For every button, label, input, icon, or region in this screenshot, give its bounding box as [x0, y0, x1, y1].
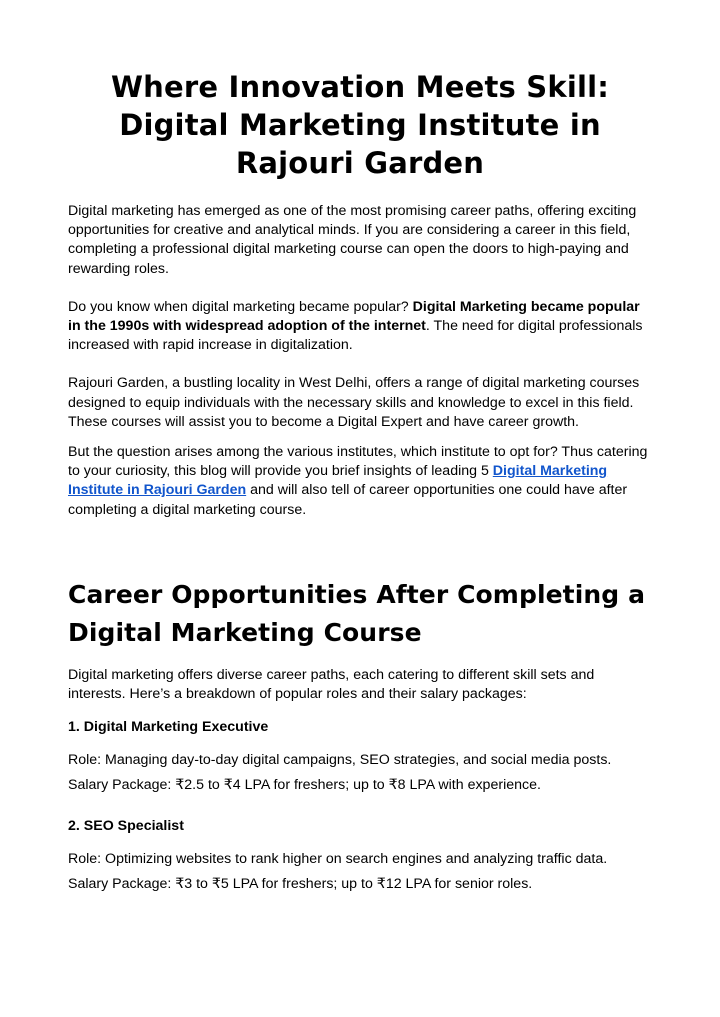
paragraph-spacer [68, 355, 652, 374]
paragraph-spacer [68, 279, 652, 298]
intro-paragraph-4-text: But the question arises among the various institutes, which institute to opt for? Thus catering to your curiosity, this blog will provide you brief insights of leading 5 [68, 444, 648, 480]
salary-package-1: Salary Package: ₹2.5 to ₹4 LPA for freshers; up to ₹8 LPA with experience. [68, 777, 541, 794]
paragraph-spacer [68, 432, 652, 443]
role-description-1: Role: Managing day-to-day digital campaigns, SEO strategies, and social media posts. [68, 752, 612, 769]
institute-link[interactable]: Digital Marketing Institute in Rajouri Garden [68, 463, 608, 499]
section-intro: Digital marketing offers diverse career paths, each catering to different skill sets and interests. Here’s a breakdown of popular roles and their salary packages: [68, 666, 595, 703]
section-heading-line-2: Digital Marketing Course [68, 617, 422, 647]
title-line-2: Digital Marketing Institute in [119, 108, 601, 142]
title-line-3: Rajouri Garden [235, 146, 485, 180]
role-heading-1: 1. Digital Marketing Executive [68, 719, 269, 736]
intro-paragraph-4 [68, 443, 652, 520]
title-line-1: Where Innovation Meets Skill: [110, 70, 610, 104]
page-title [68, 68, 652, 182]
intro-paragraph-1: Digital marketing has emerged as one of the most promising career paths, offering exciting opportunities for creative and analytical minds. If you are considering a career in this field, completing a professional digital marketing course can open the doors to high-paying and rewarding roles. [68, 203, 637, 277]
role-description-2: Role: Optimizing websites to rank higher on search engines and analyzing traffic data. [68, 851, 608, 868]
role-heading-2: 2. SEO Specialist [68, 818, 184, 835]
intro-paragraph-2-tail: . The need for digital professionals increased with rapid increase in digitalization. [68, 318, 643, 354]
section-heading-line-1: Career Opportunities After Completing a [68, 579, 646, 609]
intro-paragraph-3: Rajouri Garden, a bustling locality in West Delhi, offers a range of digital marketing courses designed to equip individuals with the necessary skills and knowledge to excel in this field. These courses will assist you to become a Digital Expert and have career growth. [68, 375, 640, 430]
intro-paragraph-2-text: Do you know when digital marketing became popular? [68, 298, 413, 315]
intro-paragraph-4-tail: and will also tell of career opportunities one could have after completing a digital marketing course. [68, 482, 628, 518]
intro-paragraph-2-bold: Digital Marketing became popular in the 1990s with widespread adoption of the internet [68, 298, 640, 335]
salary-package-2: Salary Package: ₹3 to ₹5 LPA for freshers; up to ₹12 LPA for senior roles. [68, 876, 533, 893]
intro-paragraph-2 [68, 298, 652, 356]
section-heading [68, 576, 652, 652]
